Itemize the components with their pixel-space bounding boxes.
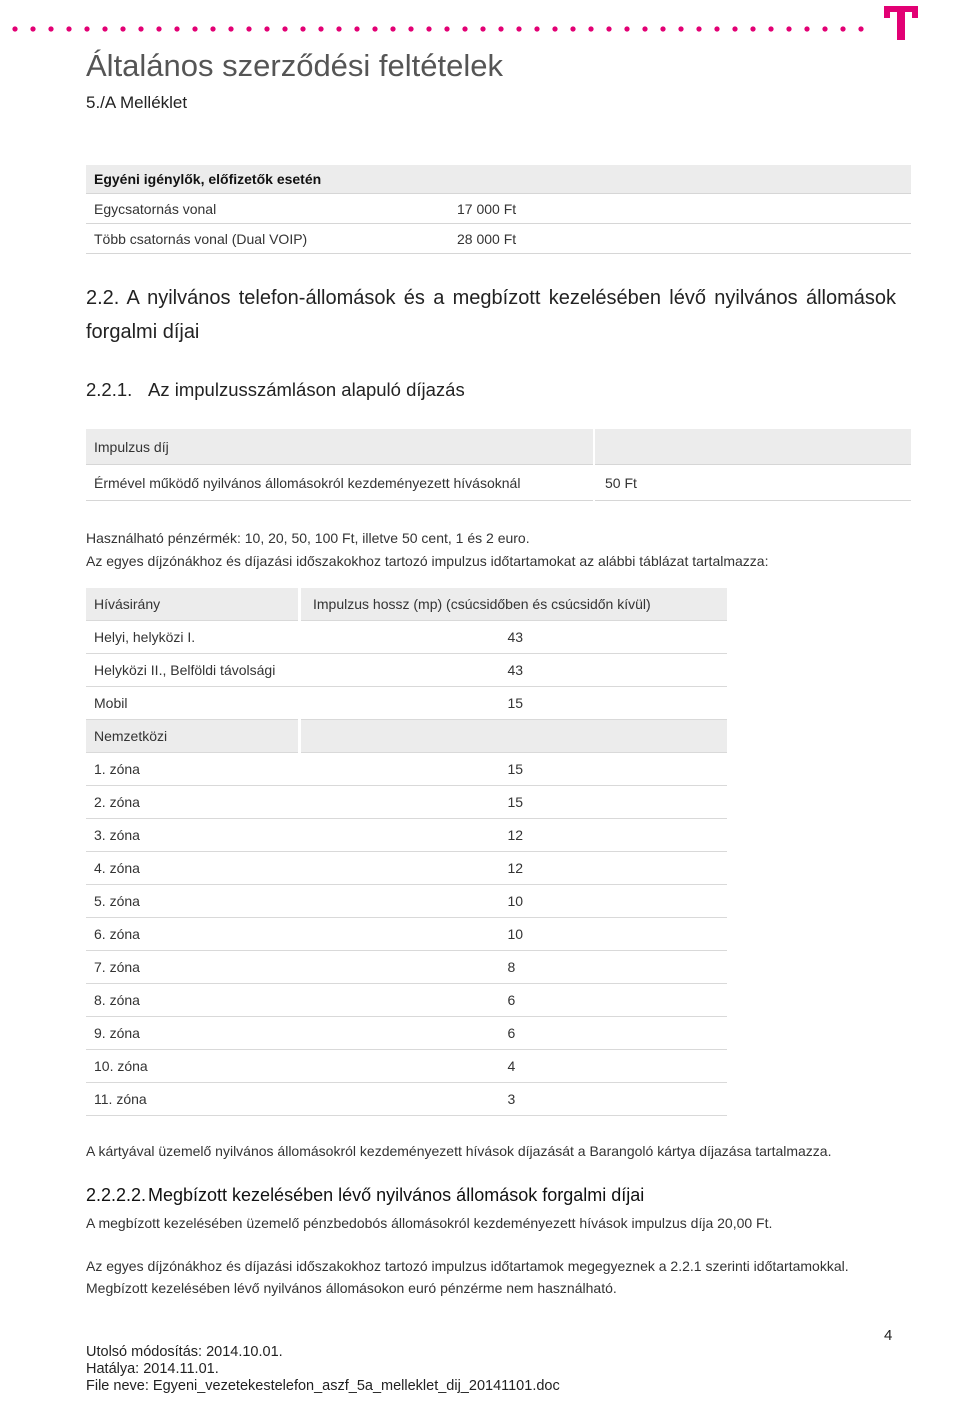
effective-date: Hatálya: 2014.11.01. — [86, 1361, 219, 1377]
row-label: 1. zóna — [86, 753, 300, 786]
row-value: 10 — [300, 918, 728, 951]
row-value: 4 — [300, 1050, 728, 1083]
table-row — [86, 194, 911, 224]
row-value: 10 — [300, 885, 728, 918]
row-label: Érmével működő nyilvános állomásokról kezdeményezett hívásoknál — [86, 465, 594, 501]
row-label: Helyi, helyközi I. — [86, 621, 300, 654]
impulse-fee-table — [86, 429, 911, 501]
same-durations-paragraph: Az egyes díjzónákhoz és díjazási időszakokhoz tartozó impulzus időtartamok megegyeznek a 2.2.1 szerinti időtartamokkal. — [86, 1258, 849, 1274]
section-title: Az impulzusszámláson alapuló díjazás — [148, 379, 465, 400]
table-row — [86, 1050, 727, 1083]
row-value: 8 — [300, 951, 728, 984]
last-modified: Utolsó módosítás: 2014.10.01. — [86, 1344, 283, 1360]
magenta-dot-line — [6, 26, 868, 32]
row-value: 43 — [300, 654, 728, 687]
row-value: 12 — [300, 819, 728, 852]
document-subtitle: 5./A Melléklet — [86, 93, 188, 112]
table-row — [86, 224, 911, 254]
table-row — [86, 984, 727, 1017]
row-value: 43 — [300, 621, 728, 654]
row-label: 6. zóna — [86, 918, 300, 951]
row-value: 12 — [300, 852, 728, 885]
table-row-international — [86, 720, 727, 753]
table-row — [86, 885, 727, 918]
row-label: Egycsatornás vonal — [86, 194, 449, 224]
page-footer — [86, 1344, 560, 1395]
section-number: 2.2.2.2. — [86, 1185, 147, 1205]
row-value: 28 000 Ft — [449, 224, 911, 254]
row-label: 11. zóna — [86, 1083, 300, 1116]
row-label: 3. zóna — [86, 819, 300, 852]
table-row — [86, 852, 727, 885]
row-value: 15 — [300, 753, 728, 786]
impulse-length-table — [86, 588, 727, 1116]
table-row — [86, 1017, 727, 1050]
section-heading-2-2: 2.2. A nyilvános telefon-állomások és a megbízott kezelésében lévő nyilvános állomások forgalmi díjai — [86, 287, 896, 343]
table-row — [86, 753, 727, 786]
table-row — [86, 687, 727, 720]
table-row — [86, 621, 727, 654]
agent-impulse-paragraph: A megbízott kezelésében üzemelő pénzbedobós állomásokról kezdeményezett hívások impulzus díja 20,00 Ft. — [86, 1215, 773, 1231]
no-euro-paragraph: Megbízott kezelésében lévő nyilvános állomásokon euró pénzérme nem használható. — [86, 1280, 617, 1296]
row-label: 2. zóna — [86, 786, 300, 819]
row-label: 10. zóna — [86, 1050, 300, 1083]
row-label: Mobil — [86, 687, 300, 720]
row-value: 6 — [300, 984, 728, 1017]
page-number: 4 — [884, 1327, 893, 1344]
section-heading-2-2-2-2 — [86, 1185, 644, 1206]
row-value: 17 000 Ft — [449, 194, 911, 224]
section-title: Megbízott kezelésében lévő nyilvános állomások forgalmi díjai — [148, 1185, 645, 1205]
column-header-direction: Hívásirány — [86, 588, 300, 621]
row-value: 50 Ft — [594, 465, 911, 501]
table-heading: Impulzus díj — [86, 429, 594, 465]
row-value: 3 — [300, 1083, 728, 1116]
table-row — [86, 786, 727, 819]
zones-intro-paragraph: Az egyes díjzónákhoz és díjazási időszakokhoz tartozó impulzus időtartamokat az alábbi táblázat tartalmazza: — [86, 553, 769, 569]
table-row — [86, 654, 727, 687]
row-value: 15 — [300, 786, 728, 819]
row-value: 15 — [300, 687, 728, 720]
telekom-t-logo-icon — [884, 6, 918, 40]
section-heading-2-2-1 — [86, 379, 465, 401]
section-number: 2.2.1. — [86, 379, 133, 400]
coins-paragraph: Használható pénzérmék: 10, 20, 50, 100 Ft, illetve 50 cent, 1 és 2 euro. — [86, 530, 530, 546]
row-label: 7. zóna — [86, 951, 300, 984]
row-label: 8. zóna — [86, 984, 300, 1017]
row-value: 6 — [300, 1017, 728, 1050]
table-row — [86, 918, 727, 951]
column-header-length: Impulzus hossz (mp) (csúcsidőben és csúcsidőn kívül) — [300, 588, 728, 621]
row-label: Több csatornás vonal (Dual VOIP) — [86, 224, 449, 254]
table-heading: Egyéni igénylők, előfizetők esetén — [86, 165, 911, 194]
row-label: Nemzetközi — [86, 720, 300, 753]
document-title: Általános szerződési feltételek — [86, 48, 504, 83]
installation-fee-table — [86, 165, 911, 254]
table-row — [86, 465, 911, 501]
row-label: 5. zóna — [86, 885, 300, 918]
card-note-paragraph: A kártyával üzemelő nyilvános állomásokról kezdeményezett hívások díjazását a Barangoló kártya díjazása tartalmazza. — [86, 1143, 832, 1159]
table-row — [86, 951, 727, 984]
table-row — [86, 819, 727, 852]
file-name: File neve: Egyeni_vezetekestelefon_aszf_5a_melleklet_dij_20141101.doc — [86, 1378, 560, 1394]
table-row — [86, 1083, 727, 1116]
row-label: 9. zóna — [86, 1017, 300, 1050]
row-label: 4. zóna — [86, 852, 300, 885]
row-label: Helyközi II., Belföldi távolsági — [86, 654, 300, 687]
